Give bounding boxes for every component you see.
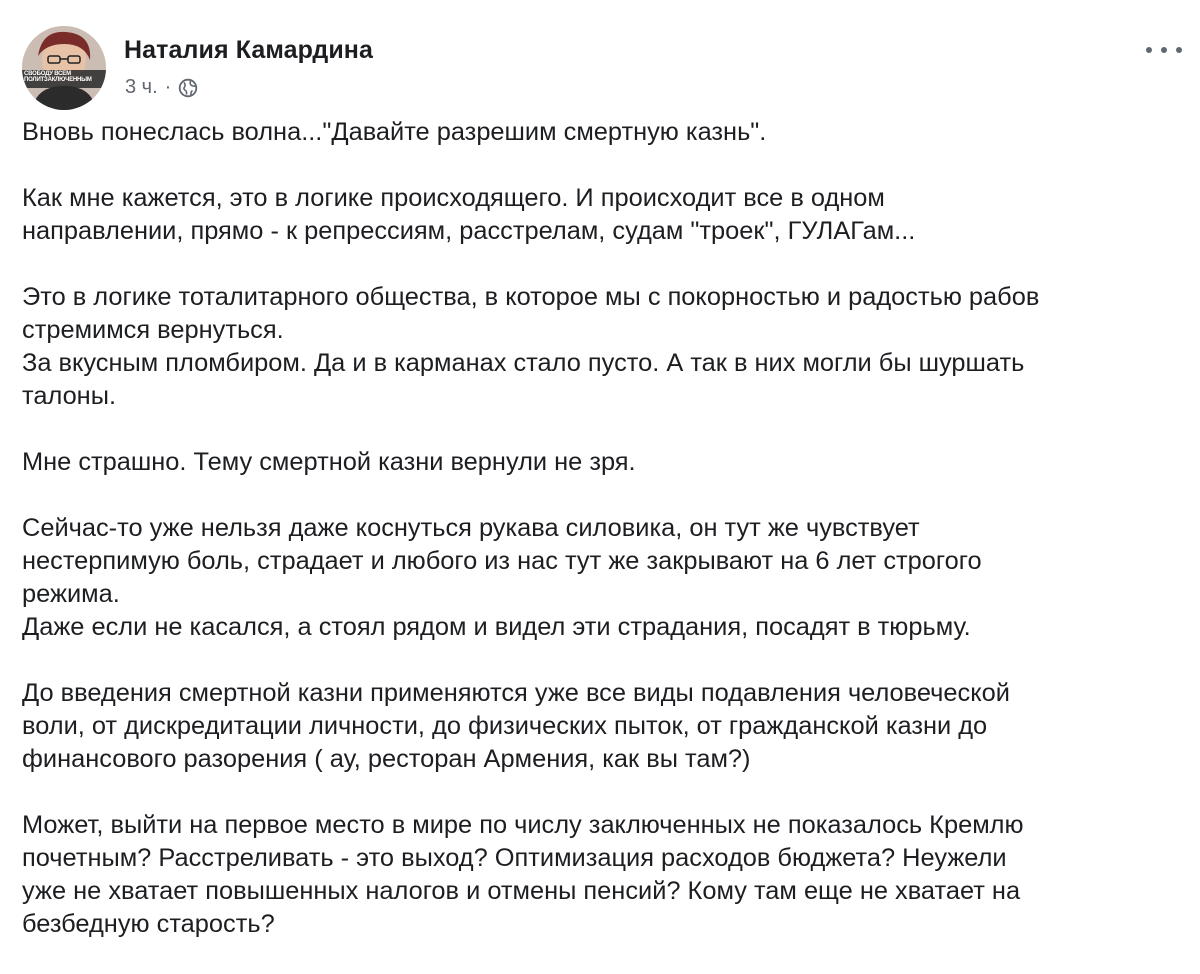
meta-separator: · — [164, 76, 172, 98]
text-line: Вновь понеслась волна..."Давайте разрешим смертную казнь". — [22, 118, 767, 146]
post-paragraph — [22, 116, 1187, 149]
text-line: Мне страшно. Тему смертной казни вернули не зря. — [22, 448, 636, 476]
text-line: нестерпимую боль, страдает и любого из нас тут же закрывают на 6 лет строгого — [22, 547, 982, 575]
more-options-icon[interactable] — [1146, 40, 1182, 60]
post-paragraph — [22, 446, 1187, 479]
avatar[interactable] — [22, 26, 106, 110]
post-paragraph — [22, 809, 1187, 941]
text-line: Может, выйти на первое место в мире по числу заключенных не показалось Кремлю — [22, 811, 1024, 839]
globe-icon[interactable] — [178, 78, 198, 98]
post-text — [22, 116, 1187, 974]
post-paragraph — [22, 512, 1187, 644]
text-line: воли, от дискредитации личности, до физических пыток, от гражданской казни до — [22, 712, 988, 740]
more-dot — [1176, 47, 1182, 53]
post-meta — [125, 76, 198, 99]
more-dot — [1161, 47, 1167, 53]
text-line: стремимся вернуться. — [22, 316, 284, 344]
text-line: режима. — [22, 580, 120, 608]
text-line: За вкусным пломбиром. Да и в карманах стало пусто. А так в них могли бы шуршать — [22, 349, 1025, 377]
post-time[interactable]: 3 ч. — [125, 76, 158, 98]
post-header — [22, 26, 1182, 112]
text-line: Даже если не касался, а стоял рядом и видел эти страдания, посадят в тюрьму. — [22, 613, 971, 641]
text-line: безбедную старость? — [22, 910, 275, 938]
post-paragraph — [22, 182, 1187, 248]
text-line: уже не хватает повышенных налогов и отмены пенсий? Кому там еще не хватает на — [22, 877, 1021, 905]
more-dot — [1146, 47, 1152, 53]
text-line: Как мне кажется, это в логике происходящего. И происходит все в одном — [22, 184, 885, 212]
text-line: Это в логике тоталитарного общества, в которое мы с покорностью и радостью рабов — [22, 283, 1040, 311]
author-name[interactable]: Наталия Камардина — [124, 36, 374, 64]
avatar-image — [22, 26, 106, 110]
post-paragraph — [22, 677, 1187, 776]
text-line: талоны. — [22, 382, 117, 410]
avatar-caption: СВОБОДУ ВСЕМ ПОЛИТЗАКЛЮЧЕННЫМ — [24, 71, 92, 83]
post-paragraph — [22, 281, 1187, 413]
text-line: Сейчас-то уже нельзя даже коснуться рукава силовика, он тут же чувствует — [22, 514, 920, 542]
text-line: До введения смертной казни применяются уже все виды подавления человеческой — [22, 679, 1010, 707]
text-line: финансового разорения ( ау, ресторан Армения, как вы там?) — [22, 745, 751, 773]
text-line: направлении, прямо - к репрессиям, расстрелам, судам "троек", ГУЛАГам... — [22, 217, 916, 245]
text-line: почетным? Расстреливать - это выход? Оптимизация расходов бюджета? Неужели — [22, 844, 1007, 872]
